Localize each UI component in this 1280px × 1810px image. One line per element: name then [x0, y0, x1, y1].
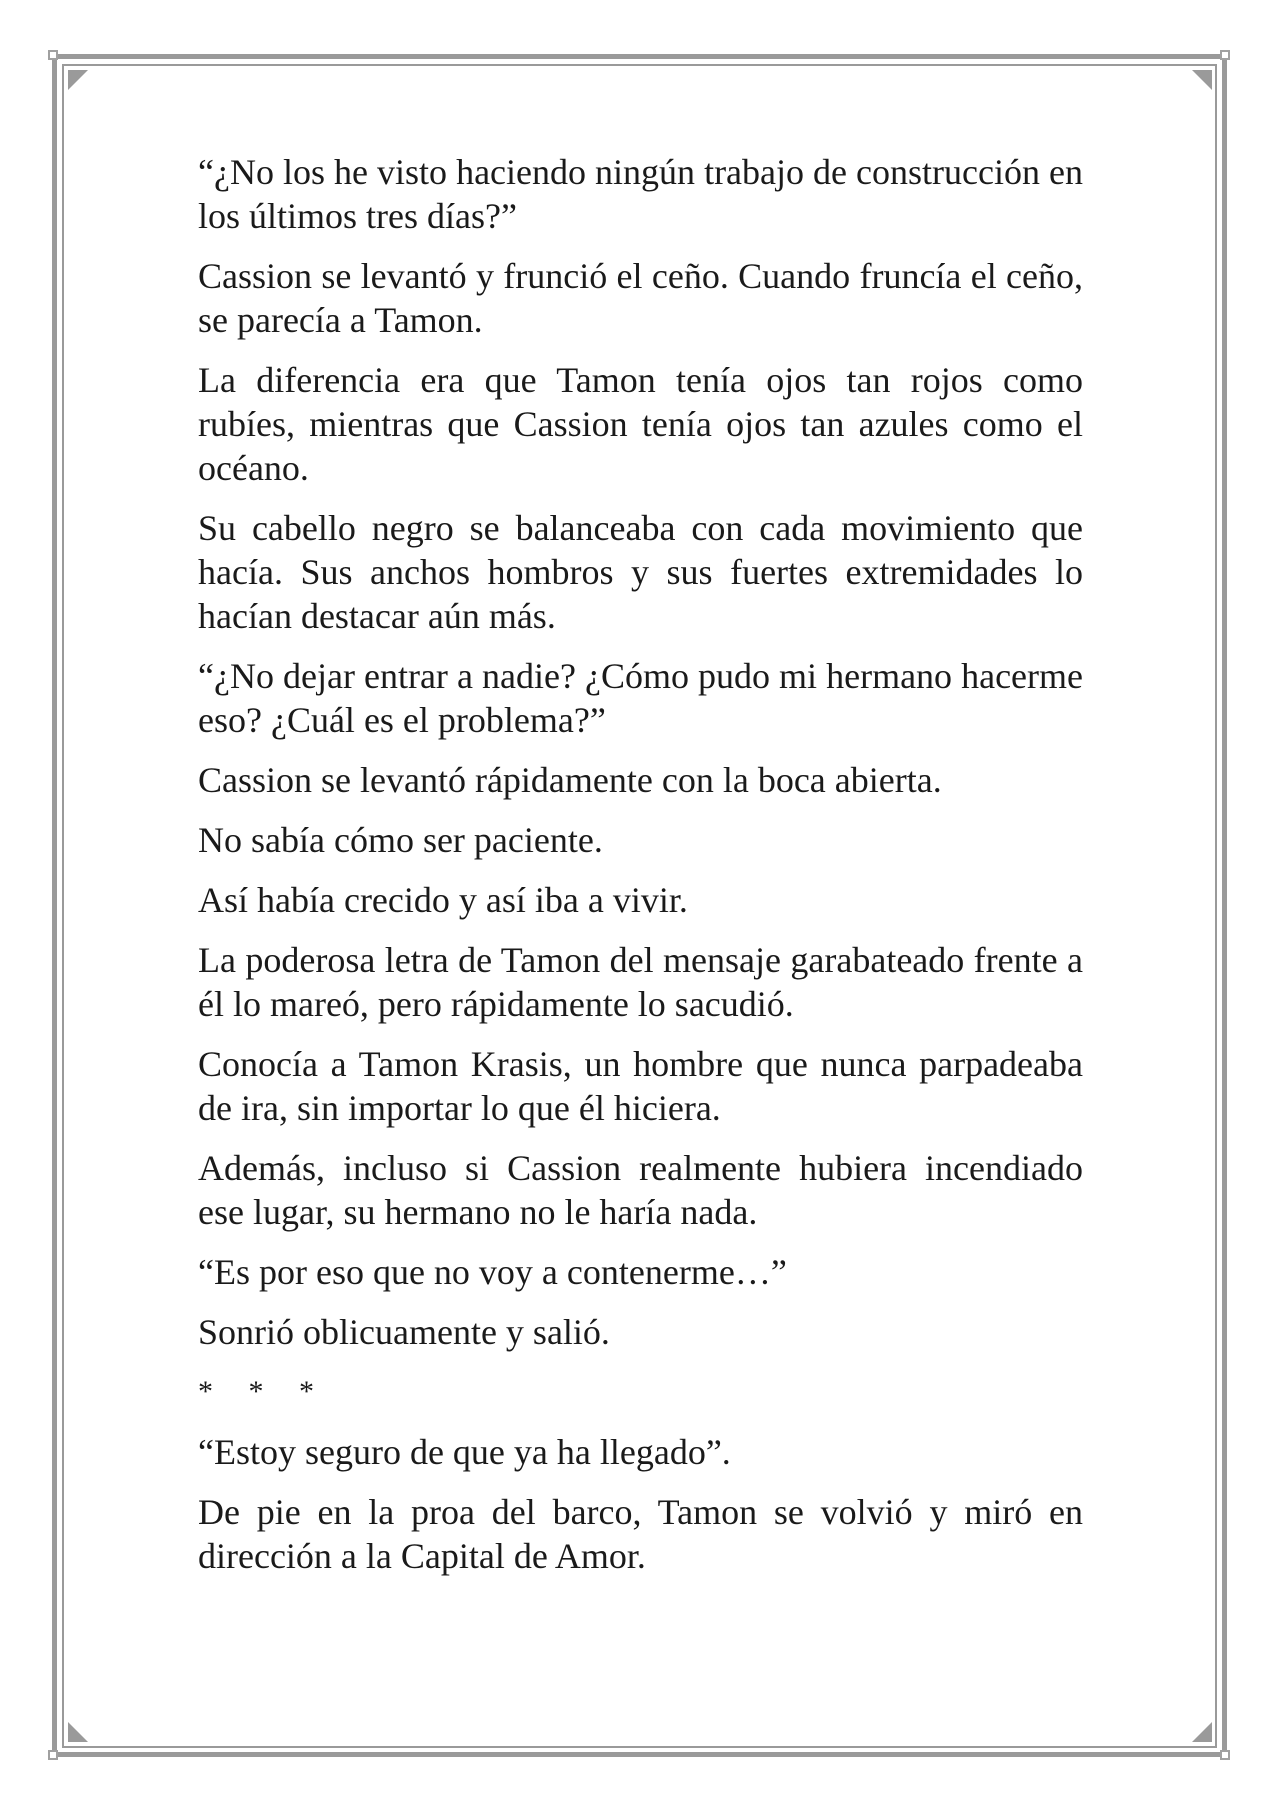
paragraph: La poderosa letra de Tamon del mensaje garabateado frente a él lo mareó, pero rápidamente lo sacudió.	[198, 940, 1083, 1024]
corner-triangle-bottom-right	[1192, 1722, 1212, 1742]
paragraph: “¿No los he visto haciendo ningún trabajo de construcción en los últimos tres días?”	[198, 152, 1083, 236]
frame-right-line	[1222, 58, 1227, 1754]
paragraph: Sonrió oblicuamente y salió.	[198, 1312, 610, 1352]
frame-top-inner-line	[62, 64, 1217, 66]
page-text	[198, 150, 1083, 1594]
paragraph: “¿No dejar entrar a nadie? ¿Cómo pudo mi hermano hacerme eso? ¿Cuál es el problema?”	[198, 656, 1083, 740]
scene-separator: * * *	[198, 1375, 328, 1408]
frame-left-inner-line	[62, 64, 64, 1748]
corner-triangle-bottom-left	[68, 1722, 88, 1742]
paragraph: “Estoy seguro de que ya ha llegado”.	[198, 1432, 731, 1472]
paragraph: Así había crecido y así iba a vivir.	[198, 880, 688, 920]
corner-square-top-left	[48, 50, 58, 60]
frame-bottom-line	[56, 1752, 1224, 1757]
paragraph: No sabía cómo ser paciente.	[198, 820, 603, 860]
corner-square-top-right	[1220, 50, 1230, 60]
corner-triangle-top-right	[1192, 70, 1212, 90]
corner-square-bottom-right	[1220, 1750, 1230, 1760]
frame-left-line	[52, 58, 57, 1754]
frame-right-inner-line	[1215, 64, 1217, 1748]
paragraph: “Es por eso que no voy a contenerme…”	[198, 1252, 787, 1292]
paragraph: Su cabello negro se balanceaba con cada movimiento que hacía. Sus anchos hombros y sus fuertes extremidades lo hacían destacar aún más.	[198, 508, 1083, 636]
corner-triangle-top-left	[68, 70, 88, 90]
corner-square-bottom-left	[48, 1750, 58, 1760]
paragraph: Conocía a Tamon Krasis, un hombre que nunca parpadeaba de ira, sin importar lo que él hiciera.	[198, 1044, 1083, 1128]
frame-bottom-inner-line	[62, 1746, 1217, 1748]
paragraph: Cassion se levantó rápidamente con la boca abierta.	[198, 760, 942, 800]
paragraph: La diferencia era que Tamon tenía ojos tan rojos como rubíes, mientras que Cassion tenía ojos tan azules como el océano.	[198, 360, 1083, 488]
paragraph: Cassion se levantó y frunció el ceño. Cuando fruncía el ceño, se parecía a Tamon.	[198, 256, 1083, 340]
paragraph: Además, incluso si Cassion realmente hubiera incendiado ese lugar, su hermano no le haría nada.	[198, 1148, 1083, 1232]
frame-top-line	[56, 54, 1224, 59]
paragraph: De pie en la proa del barco, Tamon se volvió y miró en dirección a la Capital de Amor.	[198, 1492, 1083, 1576]
